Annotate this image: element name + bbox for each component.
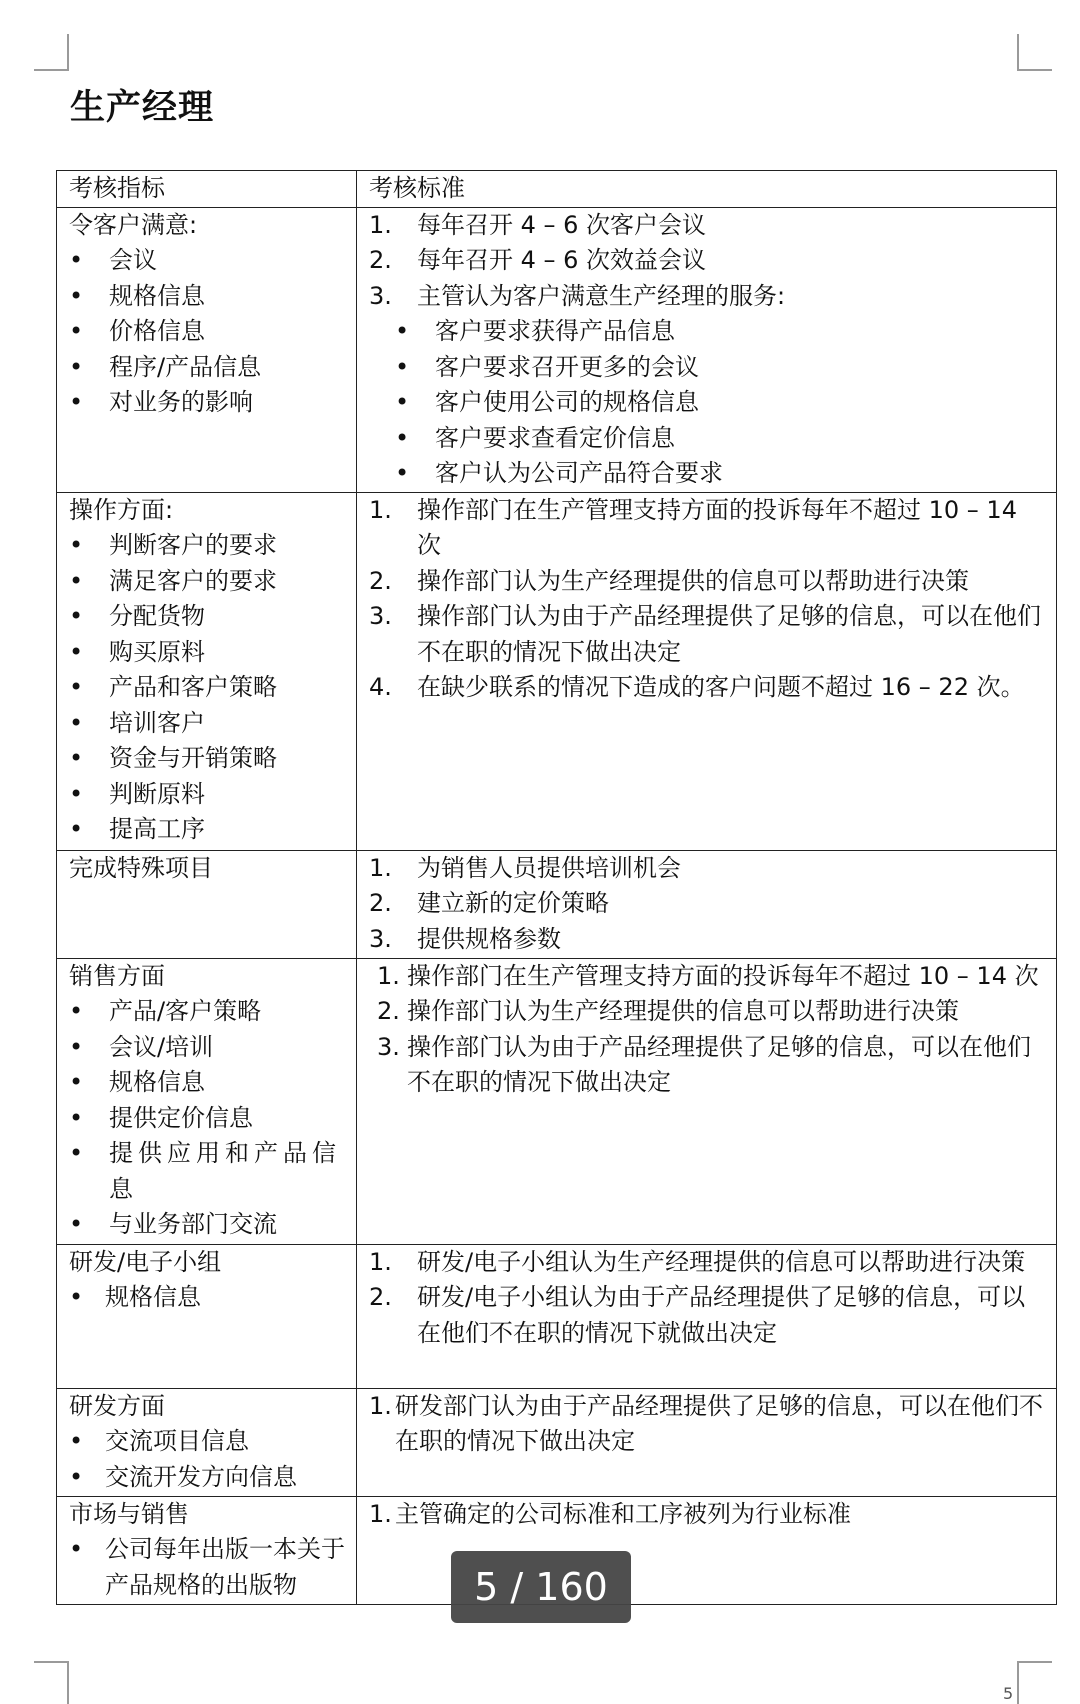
list-item: • 购买原料	[69, 635, 346, 671]
list-item: • 交流开发方向信息	[69, 1460, 346, 1496]
numbered-item: 2. 操作部门认为生产经理提供的信息可以帮助进行决策	[377, 997, 959, 1025]
list-item: • 程序/产品信息	[69, 350, 346, 386]
bullet-icon: •	[69, 317, 84, 345]
standard-cell	[357, 1388, 1057, 1496]
table-row	[57, 1244, 1057, 1388]
numbered-item: 3. 提供规格参数	[369, 924, 561, 953]
standard-cell	[357, 207, 1057, 492]
table-row	[57, 958, 1057, 1244]
standard-cell	[357, 958, 1057, 1244]
list-item: • 产品和客户策略	[69, 670, 346, 706]
numbered-item: 2. 操作部门认为生产经理提供的信息可以帮助进行决策	[369, 566, 969, 595]
numbered-item: 2. 每年召开 4 – 6 次效益会议	[369, 246, 707, 274]
table-row	[57, 207, 1057, 492]
indicator-heading: 市场与销售	[69, 1499, 189, 1528]
bullet-icon: •	[69, 1427, 84, 1455]
numbered-item: 1. 每年召开 4 – 6 次客户会议	[369, 210, 707, 239]
bullet-icon: •	[69, 708, 84, 737]
indicator-cell	[57, 207, 357, 492]
numbered-item: 3. 操作部门认为由于产品经理提供了足够的信息，可以在他们不在职的情况下做出决定	[377, 1032, 1031, 1096]
list-item: • 提供应用和产品信息	[69, 1136, 346, 1207]
sub-list-item: • 客户要求获得产品信息	[369, 314, 1046, 350]
list-item: • 规格信息	[69, 1065, 346, 1101]
page-footer-number: 5	[1003, 1684, 1014, 1703]
crop-mark-top-left	[34, 34, 69, 71]
numbered-item: 1. 研发/电子小组认为生产经理提供的信息可以帮助进行决策	[369, 1247, 1026, 1276]
bullet-icon: •	[395, 352, 410, 381]
list-item: • 对业务的影响	[69, 385, 346, 421]
bullet-icon: •	[69, 531, 84, 559]
list-item: • 判断客户的要求	[69, 528, 346, 564]
bullet-icon: •	[69, 815, 84, 843]
list-item: • 培训客户	[69, 706, 346, 742]
list-item: • 提供定价信息	[69, 1101, 346, 1137]
crop-mark-top-right	[1017, 34, 1052, 71]
indicator-heading: 操作方面:	[69, 495, 174, 524]
numbered-item: 4. 在缺少联系的情况下造成的客户问题不超过 16 – 22 次。	[369, 673, 1025, 701]
header-indicator: 考核指标	[57, 171, 357, 208]
sub-list-item: • 客户要求召开更多的会议	[369, 350, 1046, 386]
numbered-item: 1. 操作部门在生产管理支持方面的投诉每年不超过 10 – 14 次	[377, 961, 1039, 990]
bullet-icon: •	[69, 1535, 84, 1563]
list-item: • 与业务部门交流	[69, 1207, 346, 1243]
numbered-item: 1. 主管确定的公司标准和工序被列为行业标准	[369, 1499, 851, 1528]
bullet-icon: •	[69, 1068, 84, 1096]
numbered-item: 2. 研发/电子小组认为由于产品经理提供了足够的信息，可以在他们不在职的情况下就做出决定	[369, 1283, 1026, 1347]
bullet-icon: •	[69, 637, 84, 666]
bullet-icon: •	[69, 997, 84, 1025]
standard-cell	[357, 492, 1057, 850]
table-row	[57, 850, 1057, 958]
bullet-icon: •	[395, 388, 410, 416]
bullet-icon: •	[69, 566, 84, 595]
indicator-heading: 令客户满意:	[69, 210, 198, 239]
list-item: • 交流项目信息	[69, 1424, 346, 1460]
list-item: • 规格信息	[69, 1280, 346, 1316]
bullet-icon: •	[69, 1103, 84, 1132]
evaluation-table	[56, 170, 1057, 1605]
list-item: • 价格信息	[69, 314, 346, 350]
bullet-icon: •	[69, 1283, 84, 1311]
list-item: • 判断原料	[69, 777, 346, 813]
table-header-row	[57, 171, 1057, 208]
page-indicator-overlay: 5 / 160	[451, 1551, 631, 1623]
standard-cell	[357, 1244, 1057, 1388]
indicator-heading: 完成特殊项目	[69, 853, 213, 882]
crop-mark-bottom-left	[34, 1661, 69, 1704]
sub-list-item: • 客户认为公司产品符合要求	[369, 456, 1046, 492]
indicator-cell	[57, 1388, 357, 1496]
list-item: • 产品/客户策略	[69, 994, 346, 1030]
bullet-icon: •	[69, 779, 84, 808]
bullet-icon: •	[69, 673, 84, 701]
numbered-item: 3. 操作部门认为由于产品经理提供了足够的信息，可以在他们不在职的情况下做出决定	[369, 602, 1041, 666]
crop-mark-bottom-right	[1017, 1661, 1052, 1704]
indicator-cell	[57, 958, 357, 1244]
bullet-icon: •	[395, 459, 410, 487]
bullet-icon: •	[395, 423, 410, 452]
indicator-heading: 销售方面	[69, 961, 165, 990]
bullet-icon: •	[69, 602, 84, 630]
bullet-icon: •	[69, 1139, 84, 1167]
indicator-heading: 研发/电子小组	[69, 1247, 222, 1276]
numbered-item: 3. 主管认为客户满意生产经理的服务:	[369, 281, 786, 310]
list-item: • 资金与开销策略	[69, 741, 346, 777]
bullet-icon: •	[69, 246, 84, 274]
standard-cell	[357, 850, 1057, 958]
bullet-icon: •	[69, 1462, 84, 1491]
indicator-cell	[57, 1244, 357, 1388]
bullet-icon: •	[69, 744, 84, 772]
table-row	[57, 492, 1057, 850]
list-item: • 会议/培训	[69, 1030, 346, 1066]
list-item: • 会议	[69, 243, 346, 279]
sub-list-item: • 客户使用公司的规格信息	[369, 385, 1046, 421]
indicator-cell	[57, 492, 357, 850]
numbered-item: 1. 操作部门在生产管理支持方面的投诉每年不超过 10 – 14 次	[369, 495, 1017, 559]
bullet-icon: •	[69, 1210, 84, 1238]
bullet-icon: •	[69, 352, 84, 381]
list-item: • 公司每年出版一本关于产品规格的出版物	[69, 1532, 346, 1603]
numbered-item: 2. 建立新的定价策略	[369, 889, 609, 917]
list-item: • 满足客户的要求	[69, 564, 346, 600]
header-standard: 考核标准	[357, 171, 1057, 208]
bullet-icon: •	[69, 388, 84, 416]
bullet-icon: •	[69, 281, 84, 310]
numbered-item: 1. 为销售人员提供培训机会	[369, 853, 681, 882]
bullet-icon: •	[395, 317, 410, 345]
list-item: • 提高工序	[69, 812, 346, 848]
bullet-icon: •	[69, 1032, 84, 1061]
numbered-item: 1. 研发部门认为由于产品经理提供了足够的信息，可以在他们不在职的情况下做出决定	[369, 1391, 1043, 1455]
indicator-cell	[57, 850, 357, 958]
indicator-heading: 研发方面	[69, 1391, 165, 1420]
sub-list-item: • 客户要求查看定价信息	[369, 421, 1046, 457]
page-title: 生产经理	[70, 88, 215, 128]
table-row	[57, 1388, 1057, 1496]
list-item: • 分配货物	[69, 599, 346, 635]
indicator-cell	[57, 1496, 357, 1604]
list-item: • 规格信息	[69, 279, 346, 315]
